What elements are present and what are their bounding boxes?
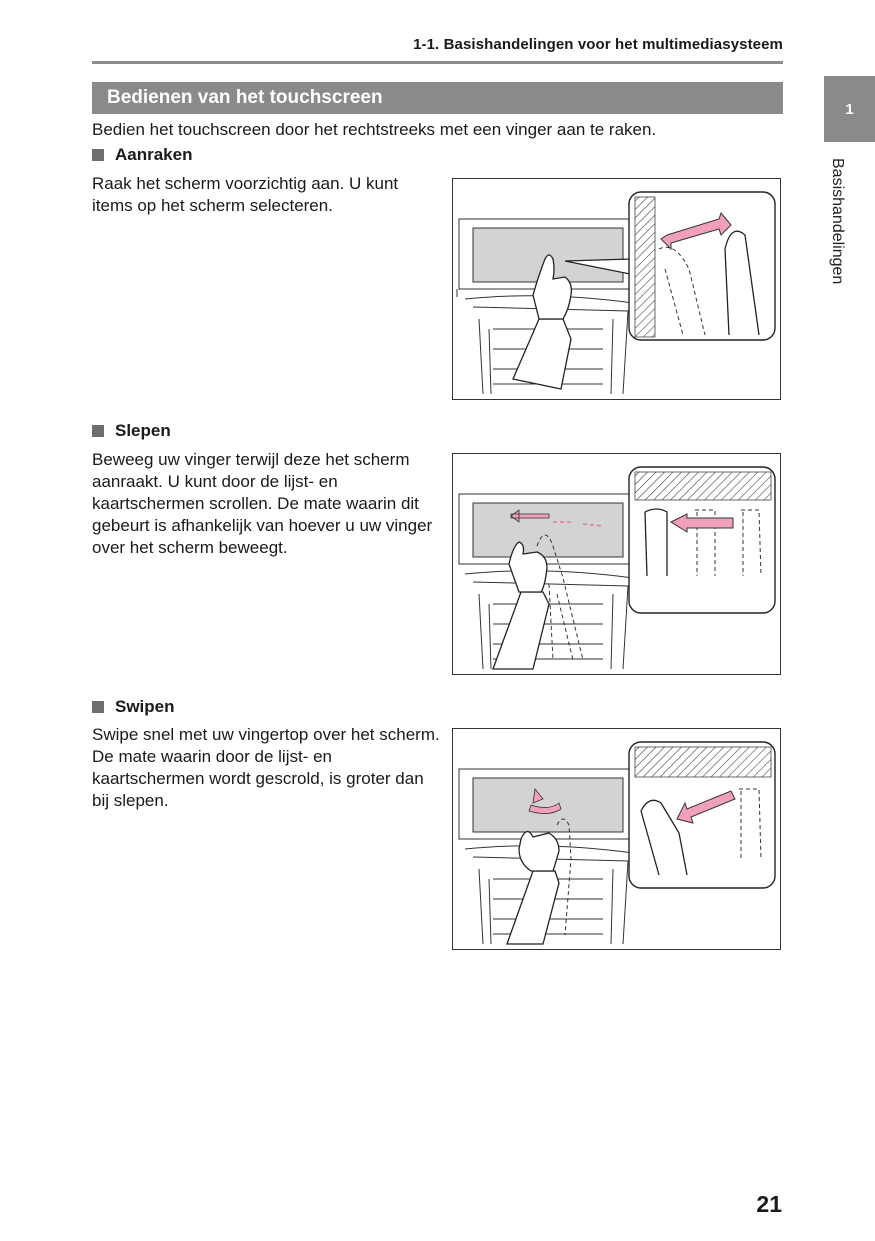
subheading-text: Aanraken (115, 145, 193, 164)
figure-slepen (452, 453, 781, 675)
square-bullet-icon (92, 701, 104, 713)
body-text-aanraken: Raak het scherm voorzichtig aan. U kunt items op het scherm selecteren. (92, 174, 399, 215)
running-header: 1-1. Basishandelingen voor het multimediasysteem (413, 36, 783, 53)
section-title: Bedienen van het touchscreen (107, 87, 383, 108)
subheading-text: Slepen (115, 421, 171, 440)
chapter-tab (824, 76, 875, 142)
body-text-swipen: Swipe snel met uw vingertop over het scherm. De mate waarin door de lijst- en kaartschermen wordt gescrold, is groter dan bij slepen. (92, 725, 440, 810)
header-rule (92, 61, 783, 64)
chapter-title-vertical: Basishandelingen (829, 158, 846, 285)
figure-aanraken (452, 178, 781, 400)
subheading-aanraken (92, 145, 192, 165)
subheading-text: Swipen (115, 697, 175, 716)
section-title-bar (92, 82, 783, 114)
square-bullet-icon (92, 149, 104, 161)
square-bullet-icon (92, 425, 104, 437)
subheading-slepen (92, 421, 171, 441)
subheading-swipen (92, 697, 175, 717)
page-number: 21 (756, 1191, 782, 1217)
body-text-slepen: Beweeg uw vinger terwijl deze het scherm aanraakt. U kunt door de lijst- en kaartschermen scrollen. De mate waarin dit gebeurt is afhankelijk van hoever u uw vinger over het scherm beweegt. (92, 450, 433, 557)
figure-swipen (452, 728, 781, 950)
section-intro: Bedien het touchscreen door het rechtstreeks met een vinger aan te raken. (92, 120, 657, 139)
chapter-number: 1 (845, 100, 854, 118)
